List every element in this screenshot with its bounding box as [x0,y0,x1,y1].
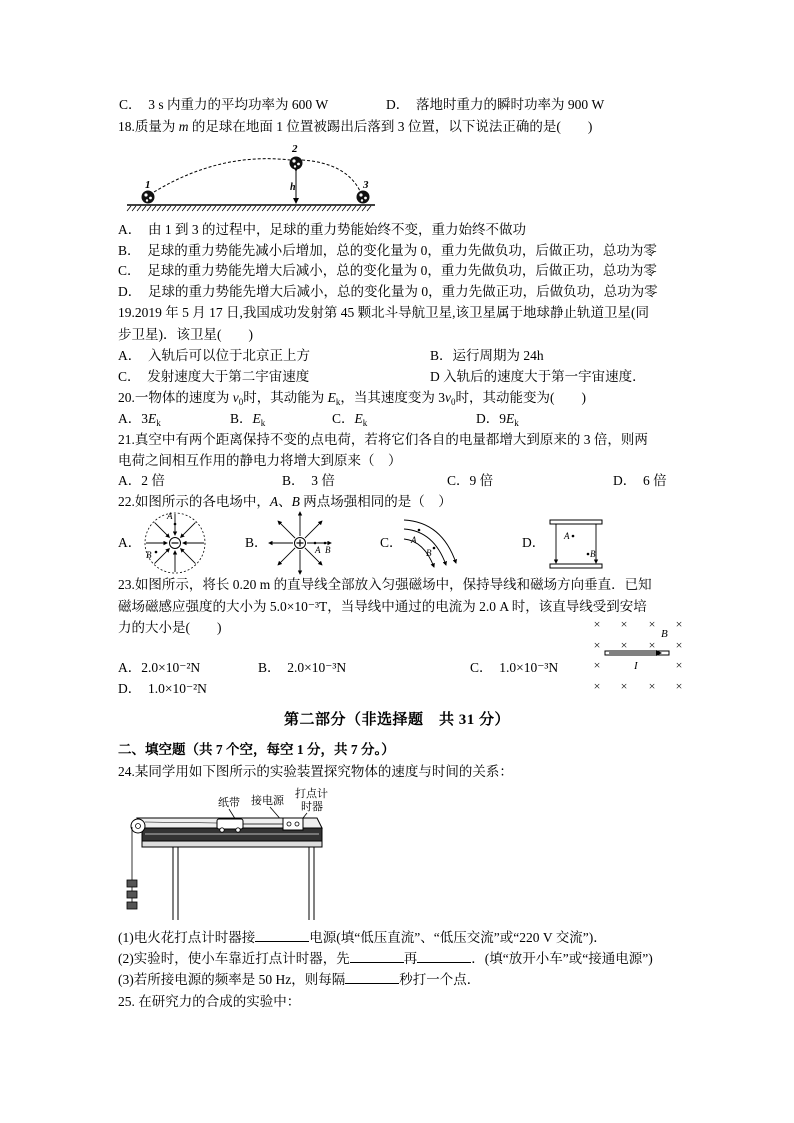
q19-option-d: D 入轨后的速度大于第一宇宙速度． [430,369,646,384]
point-a-dot [418,529,421,532]
q19-option-b: B．运行周期为 24h [430,348,544,363]
point-a-dot [572,535,575,538]
q24-sub1 [118,929,607,947]
q22-separator: 、 [278,494,292,509]
field-into-page-mark: × [593,658,601,672]
q23-stem-line1: 23.如图所示，将长 0.20 m 的直导线全部放入匀强磁场中，保持导线和磁场方向垂直．已知 [118,577,652,592]
energy-symbol: E [148,411,157,426]
q23-option-d: D． 1.0×10⁻²N [118,681,207,696]
energy-symbol: E [327,390,336,405]
section-heading: 二、填空题（共 7 个空，每空 1 分，共 7 分。） [118,742,395,757]
q20-stem-text: 时，其动能为 [243,390,328,405]
field-into-page-mark: × [675,638,683,652]
answer-blank [417,950,471,963]
point-b-label: B [146,550,152,560]
paper-tape-label: 纸带 [218,797,240,809]
position-label-2: 2 [292,143,298,155]
velocity-subscript: 0 [238,397,244,407]
energy-symbol: E [252,411,261,426]
field-into-page-mark: × [675,658,683,672]
point-b-symbol: B [291,494,300,509]
energy-subscript: k [335,397,341,407]
q24-sub2-text: 再 [403,951,418,966]
q18-stem-text: 18.质量为 [118,119,179,134]
q23-stem-line2: 磁场磁感应强度的大小为 5.0×10⁻³T，当导线中通过的电流为 2.0 A 时，该直导线受到安培 [118,599,647,614]
q24-apparatus-figure [125,785,328,925]
q19-option-a: A． 入轨后可以位于北京正上方 [118,348,310,363]
q18-football-figure [120,138,385,218]
field-line [154,549,169,564]
point-a-label: A [315,545,321,555]
q19-option-c: C． 发射速度大于第二宇宙速度 [118,369,310,384]
field-into-page-mark: × [675,617,683,631]
negative-charge-field-figure [140,508,212,580]
bottom-plate [550,564,602,568]
field-line [278,521,295,538]
q18-option-c: C． 足球的重力势能先增大后减小，总的变化量为 0，重力先做负功，后做正功，总功为零 [118,263,657,278]
point-a-symbol: A [269,494,279,509]
point-b-label: B [590,549,596,559]
answer-blank [350,950,404,963]
point-b-dot [433,547,436,550]
energy-symbol: E [506,411,515,426]
q23-option-a: A．2.0×10⁻²N [118,660,201,675]
q20-option-a [118,410,161,428]
q18-option-b: B． 足球的重力势能先减小后增加，总的变化量为 0，重力先做负功，后做正功，总功为零 [118,243,657,258]
field-line [181,549,196,564]
q24-sub1-text: (1)电火花打点计时器接 [118,930,256,945]
field-into-page-mark: × [593,638,601,652]
field-into-page-mark: × [620,617,628,631]
q22-option-c-label: C． [380,535,403,550]
q17-option-d: D． 落地时重力的瞬时功率为 900 W [386,97,605,112]
parallel-plate-field-figure [548,518,608,574]
football-3 [357,191,370,204]
field-into-page-mark: × [648,617,656,631]
q17-option-c: C． 3 s 内重力的平均功率为 600 W [119,97,329,112]
q22-option-b-label: B． [245,535,268,550]
q18-option-a: A． 由 1 到 3 的过程中，足球的重力势能始终不变，重力始终不做功 [118,222,526,237]
point-b-dot [587,553,590,556]
current-label: I [634,660,638,672]
q25-stem: 25. 在研究力的合成的实验中： [118,994,301,1009]
q19-stem-line2: 步卫星)．该卫星( ) [118,327,253,342]
q24-stem: 24.某同学用如下图所示的实验装置探究物体的速度与时间的关系： [118,764,513,779]
q21-option-c: C．9 倍 [447,473,494,488]
positive-charge-icon [295,538,306,549]
height-label: h [290,182,296,193]
point-a-label: A [167,511,173,521]
position-label-3: 3 [363,179,369,191]
energy-symbol: E [354,411,363,426]
field-label: B [661,628,668,640]
field-into-page-mark: × [620,679,628,693]
q23-option-c: C． 1.0×10⁻³N [470,660,559,675]
field-into-page-mark: × [620,638,628,652]
magnetic-field-figure [585,612,695,697]
field-line [181,522,196,537]
q24-sub3-text: 秒打一个点． [399,972,481,987]
energy-subscript: k [156,418,161,428]
top-plate [550,520,602,524]
q22-option-a-label: A． [118,535,142,550]
q20-stem-text: ，当其速度变为 3 [340,390,445,405]
part2-title: 第二部分（非选择题 共 31 分） [283,712,510,728]
power-supply-label: 接电源 [251,795,284,807]
football-1 [142,191,155,204]
option-prefix: A．3 [118,411,148,426]
field-into-page-mark: × [648,638,656,652]
table-front-edge [142,841,322,847]
q18-stem [118,118,592,136]
q21-option-d: D． 6 倍 [613,473,667,488]
field-line [305,521,322,538]
curved-field-figure [400,515,462,571]
mass-symbol: m [178,119,189,134]
spark-timer [283,818,303,830]
timer-label-line2: 时器 [301,801,323,813]
positive-charge-field-figure [268,508,340,580]
field-into-page-mark: × [593,617,601,631]
q21-stem-line2: 电荷之间相互作用的静电力将增大到原来（ ） [118,453,402,468]
q20-stem-text: 时，其动能变为( ) [455,390,586,405]
q22-option-d-label: D． [522,535,546,550]
velocity-symbol: v [232,390,239,405]
q22-stem-text: 两点场强相同的是（ ） [299,494,452,509]
q18-option-d: D． 足球的重力势能先增大后减小，总的变化量为 0，重力先做正功，后做负功，总功为零 [118,284,658,299]
q22-stem-text: 22.如图所示的各电场中， [118,494,270,509]
answer-blank [255,929,309,942]
q23-option-b: B． 2.0×10⁻³N [258,660,347,675]
point-b-label: B [426,548,432,558]
q20-option-b [230,410,265,428]
timer-label-line1: 打点计 [295,788,328,800]
football-2 [290,157,303,170]
field-into-page-mark: × [648,679,656,693]
hanging-weights [127,880,137,909]
point-a-label: A [564,531,570,541]
point-b-label: B [325,545,331,555]
q24-sub3-text: (3)若所接电源的频率是 50 Hz，则每隔 [118,972,346,987]
q24-sub2-text: (2)实验时，使小车靠近打点计时器，先 [118,951,350,966]
point-b-dot [155,551,158,554]
position-label-1: 1 [145,179,151,191]
option-prefix: D．9 [476,411,506,426]
field-line [278,548,295,565]
field-line [154,522,169,537]
energy-subscript: k [514,418,519,428]
ground-hatching [127,206,371,211]
energy-subscript: k [362,418,368,428]
q24-sub1-text: 电源(填“低压直流”、“低压交流”或“220 V 交流”)． [309,930,607,945]
q20-option-c [332,410,367,428]
field-into-page-mark: × [593,679,601,693]
q20-stem-text: 20.一物体的速度为 [118,390,233,405]
negative-charge-icon [170,538,181,549]
q24-sub2-text: ．(填“放开小车”或“接通电源”) [471,951,653,966]
q20-option-d [476,410,519,428]
velocity-symbol: v [445,390,451,405]
velocity-subscript: 0 [451,397,456,407]
q23-stem-line3: 力的大小是( ) [118,620,222,635]
option-prefix: C． [332,411,355,426]
q18-stem-text: 的足球在地面 1 位置被踢出后落到 3 位置，以下说法正确的是( ) [188,119,593,134]
point-a-label: A [411,535,417,545]
energy-subscript: k [260,418,266,428]
q21-option-a: A．2 倍 [118,473,165,488]
q24-sub2 [118,950,653,968]
q24-sub3 [118,971,480,989]
pulley [131,819,145,833]
q20-stem [118,389,586,407]
q21-option-b: B． 3 倍 [282,473,335,488]
trajectory-dashed-arc [154,159,360,192]
q19-stem-line1: 19.2019 年 5 月 17 日,我国成功发射第 45 颗北斗导航卫星,该卫星属于地球静止轨道卫星(同 [118,305,649,320]
option-prefix: B． [230,411,253,426]
q21-stem-line1: 21.真空中有两个距离保持不变的点电荷，若将它们各自的电量都增大到原来的 3 倍，则两 [118,432,648,447]
answer-blank [345,971,399,984]
field-into-page-mark: × [675,679,683,693]
